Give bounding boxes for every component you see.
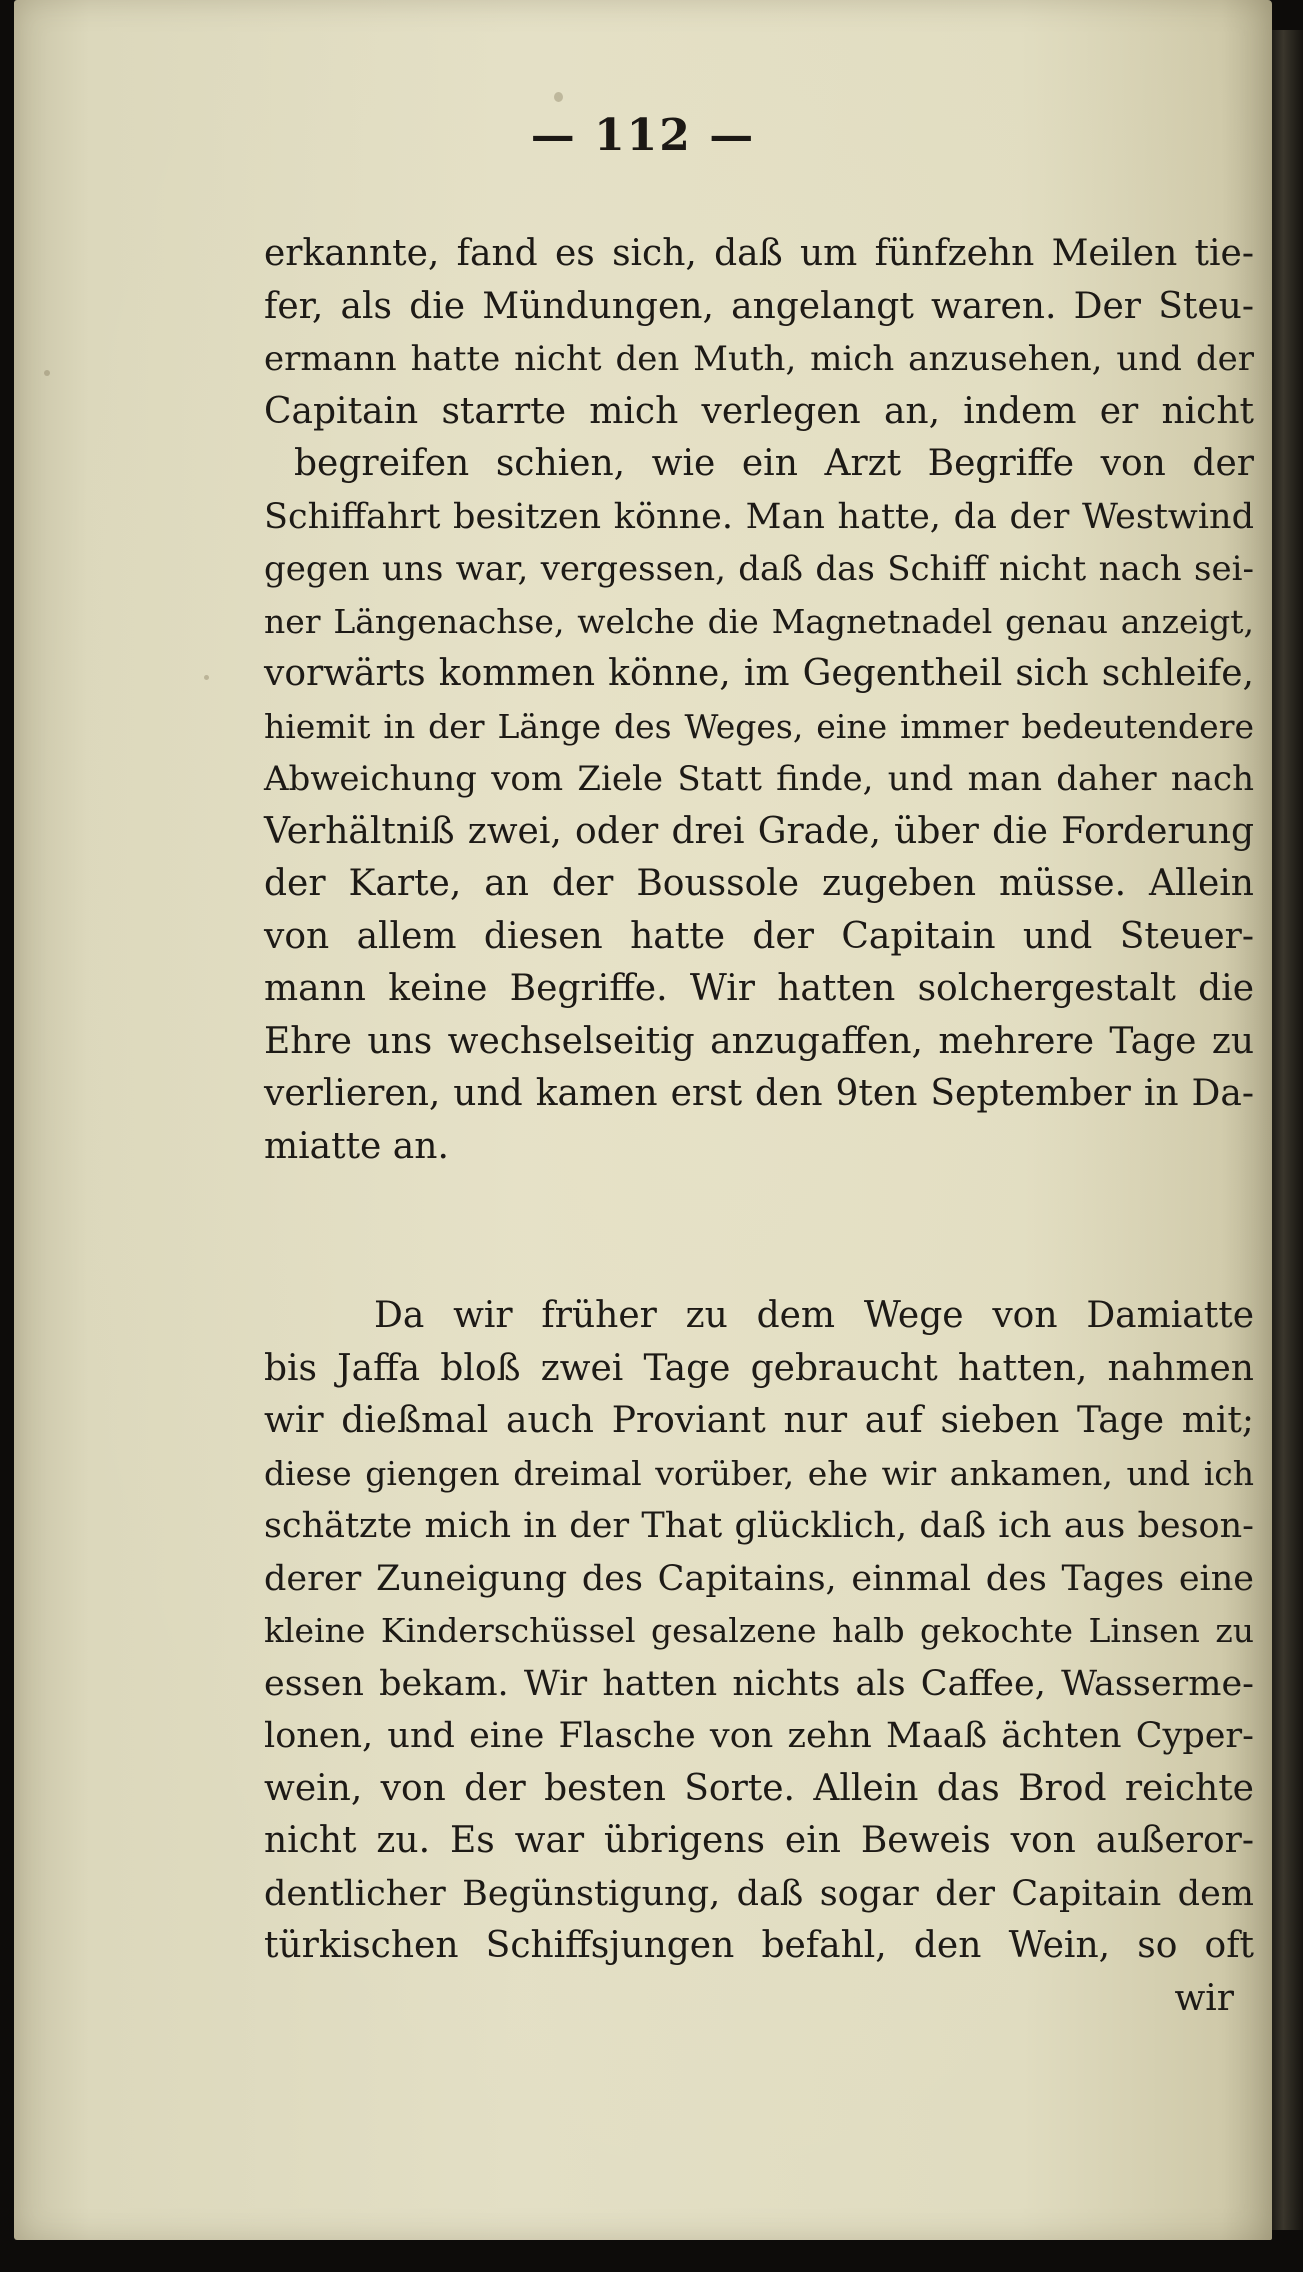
text-line: begreifen schien, wie ein Arzt Begriffe von der (294, 443, 1254, 484)
text-line: fer, als die Mündungen, angelangt waren. Der Steu- (264, 285, 1254, 327)
text-line: wein, von der besten Sorte. Allein das Brod reichte (264, 1767, 1254, 1809)
page-number: — 112 — (530, 110, 756, 161)
text-line: verlieren, und kamen erst den 9ten September in Da- (264, 1073, 1254, 1114)
text-line: schätzte mich in der That glücklich, daß ich aus beson- (264, 1506, 1254, 1546)
text-line: nicht zu. Es war übrigens ein Beweis von außeror- (264, 1820, 1254, 1861)
book-edge (1270, 30, 1303, 2230)
paper-spot (44, 370, 50, 376)
text-line: dentlicher Begünstigung, daß sogar der Capitain dem (264, 1873, 1254, 1914)
text-line: derer Zuneigung des Capitains, einmal des Tages eine (264, 1558, 1254, 1599)
text-line: essen bekam. Wir hatten nichts als Caffee, Wasserme- (264, 1663, 1254, 1704)
text-line: vorwärts kommen könne, im Gegentheil sich schleife, (264, 653, 1254, 694)
text-line: lonen, und eine Flasche von zehn Maaß ächten Cyper- (264, 1716, 1254, 1756)
paragraph-2 (264, 1290, 1254, 2025)
text-line: Schiffahrt besitzen könne. Man hatte, da der Westwind (264, 496, 1254, 537)
text-line: Da wir früher zu dem Wege von Damiatte (374, 1295, 1254, 1336)
text-line: Abweichung vom Ziele Statt finde, und man daher nach (264, 759, 1254, 799)
text-line: wir dießmal auch Proviant nur auf sieben Tage mit; (264, 1400, 1254, 1441)
text-line: kleine Kinderschüssel gesalzene halb gekochte Linsen zu (264, 1611, 1254, 1650)
catchword: wir (1174, 1977, 1234, 2019)
text-line: ner Längenachse, welche die Magnetnadel genau anzeigt, (264, 601, 1254, 641)
text-line: der Karte, an der Boussole zugeben müsse. Allein (264, 863, 1254, 904)
text-line: türkischen Schiffsjungen befahl, den Wein, so oft (264, 1925, 1254, 1966)
text-line: diese giengen dreimal vorüber, ehe wir ankamen, und ich (264, 1453, 1254, 1493)
text-line: gegen uns war, vergessen, daß das Schiff nicht nach sei- (264, 549, 1254, 589)
text-line: mann keine Begriffe. Wir hatten solchergestalt die (264, 968, 1254, 1009)
paragraph-1 (264, 228, 1254, 1173)
book-page (14, 0, 1272, 2240)
text-line: hiemit in der Länge des Weges, eine immer bedeutendere (264, 706, 1254, 746)
paper-spot (554, 92, 563, 102)
text-line: von allem diesen hatte der Capitain und Steuer- (264, 915, 1254, 957)
text-line: erkannte, fand es sich, daß um fünfzehn Meilen tie- (264, 233, 1254, 274)
text-line: Capitain starrte mich verlegen an, indem er nicht (264, 390, 1254, 432)
text-line: Verhältniß zwei, oder drei Grade, über die Forderung (264, 810, 1254, 852)
paper-spot (204, 675, 209, 680)
text-line: miatte an. (264, 1125, 449, 1167)
text-line: ermann hatte nicht den Muth, mich anzusehen, und der (264, 339, 1254, 379)
text-line: bis Jaffa bloß zwei Tage gebraucht hatten, nahmen (264, 1347, 1254, 1389)
text-line: Ehre uns wechselseitig anzugaffen, mehrere Tage zu (264, 1020, 1254, 1062)
